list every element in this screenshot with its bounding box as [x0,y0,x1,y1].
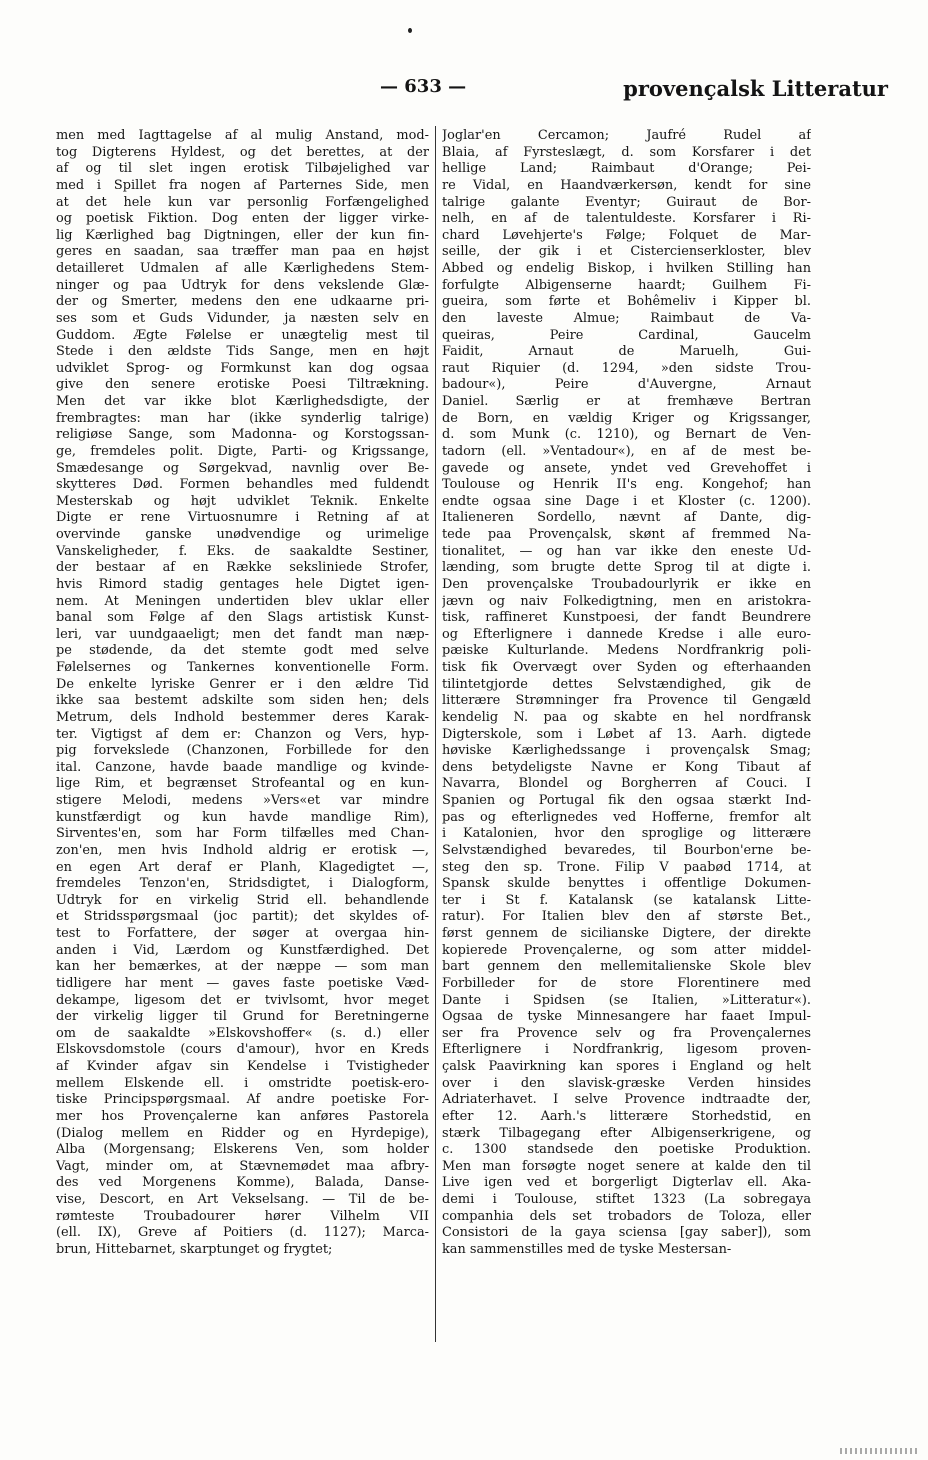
text-line: og Efterlignere i dannede Kredse i alle euro- [442,626,811,642]
text-line: tadorn (ell. »Ventadour«), en af de mest be- [442,443,811,459]
text-line: seille, der gik i et Cistercienserkloster, blev [442,244,811,260]
text-line: zon'en, men hvis Indhold aldrig er erotisk —, [56,842,429,858]
text-line: Guddom. Ægte Følelse er unægtelig mest til [56,327,429,343]
text-line: først gennem de sicilianske Digtere, der direkte [442,926,811,941]
text-line: ge, fremdeles polit. Digte, Parti- og Krigssange, [56,443,429,459]
text-line: tisk fik Overvægt over Syden og efterhaanden [442,660,811,675]
column-rule [435,126,436,1342]
text-line: der bestaar af en Række seksliniede Strofer, [56,560,429,576]
text-line: endte ogsaa sine Dage i et Kloster (c. 1200). [442,493,811,509]
text-line: re Vidal, en Haandværkersøn, kendt for sine [442,177,811,193]
text-line: nelh, en af de talentuldeste. Korsfarer i Ri- [442,211,811,227]
text-line: dens betydeligste Navne er Kong Tibaut af [442,759,811,775]
text-line: Toulouse og Henrik II's eng. Kongehof; han [442,477,811,493]
text-line: Adriaterhavet. I selve Provence indtraadte der, [442,1092,811,1108]
text-line: d. som Munk (c. 1210), og Bernart de Ven- [442,427,811,443]
text-line: Mesterskab og højt udviklet Teknik. Enkelte [56,493,429,509]
text-line: Vanskeligheder, f. Eks. de saakaldte Sestiner, [56,543,429,559]
text-line: mer hos Provençalerne kan anføres Pastorela [56,1108,429,1124]
text-line: udviklet Sprog- og Formkunst kan dog ogsaa [56,360,429,376]
text-line: mellem Elskende ell. i omstridte poetisk-ero- [56,1075,429,1091]
text-line: Daniel. Særlig er at fremhæve Bertran [442,394,811,409]
text-line: geres en saadan, saa træffer man paa en højst [56,244,429,260]
text-line: talrige galante Eventyr; Guiraut de Bor- [442,194,811,210]
text-line: demi i Toulouse, stiftet 1323 (La sobregaya [442,1192,811,1207]
text-line: Ogsaa de tyske Minnesangere har faaet Impul- [442,1009,811,1025]
text-line: raut Riquier (d. 1294, »den sidste Trou- [442,360,811,376]
text-line: de Born, en vældig Kriger og Krigssanger, [442,410,811,426]
text-line: stigere Melodi, medens »Vers«et var mindre [56,793,429,808]
text-line: leri, var uundgaaeligt; men det fandt man næp- [56,626,429,642]
text-line: at det hele kun var personlig Forfængelighed [56,194,429,210]
text-line: Sirventes'en, som har Form tilfælles med Chan- [56,826,429,842]
text-line: banal som Følge af den Slags artistisk Kunst- [56,610,429,626]
text-line: af og til slet ingen erotisk Tilbøjelighed var [56,161,429,177]
text-line: med i Spillet fra nogen af Parternes Side, men [56,177,429,193]
text-line: en egen Art deraf er Planh, Klagedigtet —, [56,859,429,875]
text-line: Live igen ved et borgerligt Digterlav ell. Aka- [442,1175,811,1191]
text-line: ter i St f. Katalansk (se katalansk Litte- [442,892,811,908]
text-line: rømteste Troubadourer hører Vilhelm VII [56,1208,429,1224]
text-line: overvinde ganske unødvendige og urimelige [56,527,429,542]
text-line: ikke saa bestemt adskilte som siden hen; dels [56,693,429,709]
text-line: litterære Strømninger fra Provence til Gengæld [442,693,811,709]
text-line: ratur). For Italien blev den af største Bet., [442,909,811,925]
text-line: der og Smerter, medens den ene udkaarne pri- [56,294,429,310]
page-number: — 633 — [380,76,467,97]
text-line: des ved Morgenens Komme), Balada, Danse- [56,1175,429,1191]
text-line: ital. Canzone, havde baade mandlige og kvinde- [56,759,429,775]
text-line: kopierede Provençalerne, og som atter middel- [442,942,811,958]
text-line: Spanien og Portugal fik den ogsaa stærkt Ind- [442,793,811,808]
text-line: c. 1300 standsede den poetiske Produktion. [442,1142,811,1158]
text-line: gueira, som førte et Bohêmeliv i Kipper bl. [442,294,811,310]
text-line: og poetisk Fiktion. Dog enten der ligger virke- [56,211,429,227]
text-line: frembragtes: man har (ikke synderlig talrige) [56,410,429,426]
text-line: kan sammenstilles med de tyske Mestersan- [442,1241,732,1257]
text-line: De enkelte lyriske Genrer er i den ældre Tid [56,676,429,692]
text-line: pas og efterlignedes ved Hofferne, fremfor alt [442,809,811,825]
text-line: Blaia, af Fyrsteslægt, d. som Korsfarer i det [442,144,811,160]
text-line: nem. At Meningen undertiden blev uklar eller [56,593,429,609]
text-line: brun, Hittebarnet, skarptunget og frygtet; [56,1241,333,1257]
text-line: fremdeles Tenzon'en, Stridsdigtet, i Dialogform, [56,876,429,892]
text-line: give den senere erotiske Poesi Tiltrækning. [56,377,429,393]
text-line: et Stridsspørgsmaal (joc partit); det skyldes of- [56,909,429,925]
text-line: gavede og ansete, yndet ved Grevehoffet i [442,460,811,476]
text-line: lænding, som brugte dette Sprog til at digte i. [442,560,811,576]
text-line: Følelsernes og Tankernes konventionelle Form. [56,660,429,675]
text-line: çalsk Paavirkning kan spores i England og helt [442,1059,811,1074]
text-line: hvis Rimord stadig gentages hele Digtet igen- [56,576,429,592]
text-line: Forbilleder for de store Florentinere med [442,975,811,991]
text-line: lige Rim, et begrænset Strofeantal og en kun- [56,776,429,792]
right-column [442,128,811,1259]
text-line: (ell. IX), Greve af Poitiers (d. 1127); Marca- [56,1225,429,1241]
text-line: Spansk skulde benyttes i offentlige Dokumen- [442,876,811,892]
text-line: Alba (Morgensang; Elskerens Ven, som holder [56,1142,429,1158]
text-line: kendelig N. paa og skabte en hel nordfransk [442,709,811,725]
text-line: chard Løvehjerte's Følge; Folquet de Mar- [442,227,811,243]
text-line: ter. Vigtigst af dem er: Chanzon og Vers, hyp- [56,726,429,742]
scan-artifact [840,1448,920,1454]
text-line: lig Kærlighed bag Digtningen, eller der kun fin- [56,227,429,243]
text-line: Digterskole, som i Løbet af 13. Aarh. digtede [442,726,811,742]
text-line: Abbed og endelig Biskop, i hvilken Stilling han [442,261,811,276]
text-line: Italieneren Sordello, nævnt af Dante, dig- [442,510,811,526]
text-line: bart gennem den mellemitalienske Skole blev [442,959,811,975]
text-line: Metrum, dels Indhold bestemmer deres Karak- [56,709,429,725]
text-line: Udtryk for en virkelig Strid ell. behandlende [56,892,429,908]
text-line: badour«), Peire d'Auvergne, Arnaut [442,377,811,393]
text-line: ses som et Guds Vidunder, ja næsten selv en [56,310,429,326]
text-line: Den provençalske Troubadourlyrik er ikke en [442,576,811,592]
text-line: hellige Land; Raimbaut d'Orange; Pei- [442,161,811,177]
text-line: Men man forsøgte noget senere at kalde den til [442,1158,811,1174]
text-line: tionalitet, — og han var ikke den eneste Ud- [442,543,811,559]
text-line: pig forvekslede (Chanzonen, Forbillede for den [56,743,429,759]
text-line: skytteres Død. Formen behandles med fuldendt [56,477,429,493]
text-line: Consistori de la gaya sciensa [gay saber]), som [442,1225,811,1241]
text-line: jævn og naiv Folkedigtning, men en aristokra- [442,593,811,609]
text-line: forfulgte Albigenserne haardt; Guilhem Fi- [442,277,811,293]
text-line: test to Forfattere, der søger at overgaa hin- [56,926,429,941]
running-head: provençalsk Litteratur [623,76,888,101]
text-line: ninger og paa Udtryk for dens vekslende Glæ- [56,277,429,293]
text-line: queiras, Peire Cardinal, Gaucelm [442,327,811,343]
text-line: anden i Vid, Lærdom og Kunstfærdighed. Det [56,942,429,958]
text-line: tisk, raffineret Kunstpoesi, der fandt Beundrere [442,610,811,626]
text-line: Dante i Spidsen (se Italien, »Litteratur«). [442,992,811,1008]
left-column [56,128,429,1259]
text-line: pe stødende, da det stemte godt med selve [56,643,429,659]
text-line: tiske Principspørgsmaal. Af andre poetiske For- [56,1092,429,1108]
text-line: den laveste Almue; Raimbaut de Va- [442,310,811,326]
text-line: steg den sp. Trone. Filip V paabød 1714, at [442,859,811,875]
text-line: (Dialog mellem en Ridder og en Hyrdepige), [56,1125,429,1141]
text-line: companhia dels set trobadors de Toloza, eller [442,1208,811,1224]
text-line: Selvstændighed bevaredes, til Bourbon'erne be- [442,842,811,858]
text-line: Joglar'en Cercamon; Jaufré Rudel af [442,128,811,143]
text-line: Stede i den ældste Tids Sange, men en højt [56,344,429,360]
ink-speck [408,28,412,33]
text-line: tilintetgjorde dettes Selvstændighed, gik de [442,676,811,692]
page-header [380,76,888,104]
text-line: Efterlignere i Nordfrankrig, ligesom proven- [442,1042,811,1058]
text-line: kunstfærdigt og kun havde mandlige Rim), [56,809,429,825]
text-line: Men det var ikke blot Kærlighedsdigte, der [56,394,429,409]
text-line: ser fra Provence selv og fra Provençalernes [442,1025,811,1041]
text-line: høviske Kærlighedssange i provençalsk Smag; [442,743,811,759]
text-line: efter 12. Aarh.'s litterære Storhedstid, en [442,1108,811,1124]
text-line: Faidit, Arnaut de Maruelh, Gui- [442,344,811,360]
text-line: af Kvinder afgav sin Kendelse i Tvistigheder [56,1059,429,1074]
text-line: Navarra, Blondel og Borgherren af Couci. I [442,776,811,792]
text-line: over i den slavisk-græske Verden hinsides [442,1075,811,1091]
text-line: kan her bemærkes, at der næppe — som man [56,959,429,975]
text-line: Elskovsdomstole (cours d'amour), hvor en Kreds [56,1042,429,1058]
text-line: vise, Descort, en Art Vekselsang. — Til de be- [56,1192,429,1207]
text-line: Vagt, minder om, at Stævnemødet maa afbry- [56,1158,429,1174]
text-line: detailleret Udmalen af alle Kærlighedens Stem- [56,261,429,276]
text-line: der virkelig ligger til Grund for Beretningerne [56,1009,429,1025]
text-line: religiøse Sange, som Madonna- og Korstogssan- [56,427,429,443]
text-line: tidligere har ment — gaves faste poetiske Væd- [56,975,429,991]
text-line: om de saakaldte »Elskovshoffer« (s. d.) eller [56,1025,429,1041]
text-line: stærk Tilbagegang efter Albigenserkrigene, og [442,1125,811,1141]
text-line: i Katalonien, hvor den sproglige og litterære [442,826,811,842]
text-line: pæiske Kulturlande. Medens Nordfrankrig poli- [442,643,811,659]
text-line: men med Iagttagelse af al mulig Anstand, mod- [56,128,429,143]
text-line: Smædesange og Sørgekvad, navnlig over Be- [56,460,429,476]
text-line: dekampe, ligesom det er tvivlsomt, hvor meget [56,992,429,1008]
text-line: Digte er rene Virtuosnumre i Retning af at [56,510,429,526]
text-line: tog Digterens Hyldest, og det berettes, at der [56,144,429,160]
text-line: tede paa Provençalsk, skønt af fremmed Na- [442,527,811,542]
